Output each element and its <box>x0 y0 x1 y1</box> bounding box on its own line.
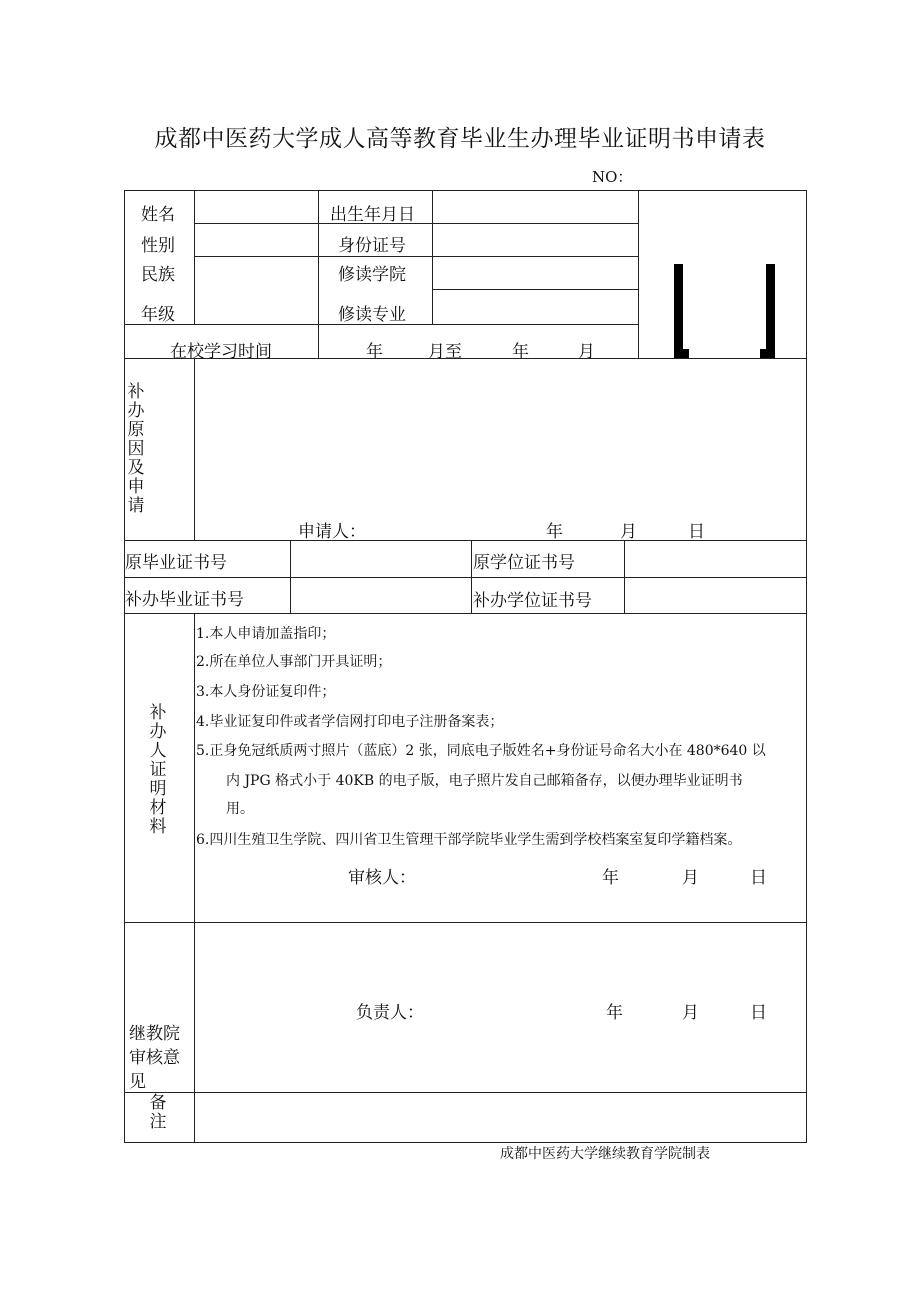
id-number-label: 身份证号 <box>338 236 406 256</box>
major-label: 修读专业 <box>338 305 406 325</box>
birth-label: 出生年月日 <box>330 205 415 225</box>
material-item-5-line-3: 用。 <box>226 801 254 817</box>
material-item-2: 2.所在单位人事部门开具证明； <box>196 654 392 670</box>
reviewer-year: 年 <box>602 868 619 888</box>
name-label: 姓名 <box>141 205 175 225</box>
form-title: 成都中医药大学成人高等教育毕业生办理毕业证明书申请表 <box>154 126 766 152</box>
gender-label: 性别 <box>141 236 175 256</box>
photo-frame-left-mark <box>674 264 683 358</box>
reason-label: 补办原因及申请 <box>127 382 145 516</box>
responsible-year: 年 <box>606 1003 623 1023</box>
material-item-1: 1.本人申请加盖指印； <box>196 626 336 642</box>
material-item-5-line-1: 5.正身免冠纸质两寸照片（蓝底）2 张，同底电子版姓名+身份证号命名大小在 480*640 以 <box>196 743 766 759</box>
remarks-label: 备注 <box>149 1093 167 1132</box>
table-border-top <box>124 190 807 191</box>
period-end-month: 月 <box>578 342 595 362</box>
reviewer-month: 月 <box>682 868 699 888</box>
orig-graduation-cert-label: 原毕业证书号 <box>125 553 227 573</box>
period-end-year: 年 <box>512 342 529 362</box>
photo-frame-right-mark <box>766 264 775 358</box>
materials-label: 补办人证明材料 <box>149 703 167 837</box>
table-border-left <box>124 190 125 1143</box>
period-start-month-to: 月至 <box>428 342 462 362</box>
material-item-4: 4.毕业证复印件或者学信网打印电子注册备案表； <box>196 714 504 730</box>
new-degree-cert-label: 补办学位证书号 <box>473 591 592 611</box>
form-footer: 成都中医药大学继续教育学院制表 <box>500 1146 710 1162</box>
table-border-right <box>806 190 807 1143</box>
material-item-3: 3.本人身份证复印件； <box>196 684 336 700</box>
material-item-5-line-2: 内 JPG 格式小于 40KB 的电子版，电子照片发自己邮箱备存，以便办理毕业证明书 <box>226 773 743 789</box>
reviewer-label: 审核人： <box>348 868 416 888</box>
responsible-day: 日 <box>750 1003 767 1023</box>
applicant-label: 申请人： <box>298 522 366 542</box>
material-item-6: 6.四川生殖卫生学院、四川省卫生管理干部学院毕业学生需到学校档案室复印学籍档案。 <box>196 832 742 848</box>
orig-degree-cert-label: 原学位证书号 <box>473 553 575 573</box>
applicant-year: 年 <box>546 522 563 542</box>
grade-label: 年级 <box>141 305 175 325</box>
responsible-month: 月 <box>682 1003 699 1023</box>
study-period-label: 在校学习时间 <box>170 342 272 362</box>
new-graduation-cert-label: 补办毕业证书号 <box>125 590 244 610</box>
responsible-label: 负责人： <box>356 1003 424 1023</box>
ethnicity-label: 民族 <box>141 265 175 285</box>
period-start-year: 年 <box>366 342 383 362</box>
approval-label: 继教院审核意见 <box>129 1024 180 1092</box>
form-number-label: NO： <box>592 168 633 186</box>
applicant-month: 月 <box>620 522 637 542</box>
reviewer-day: 日 <box>750 868 767 888</box>
applicant-day: 日 <box>688 522 705 542</box>
college-label: 修读学院 <box>338 265 406 285</box>
